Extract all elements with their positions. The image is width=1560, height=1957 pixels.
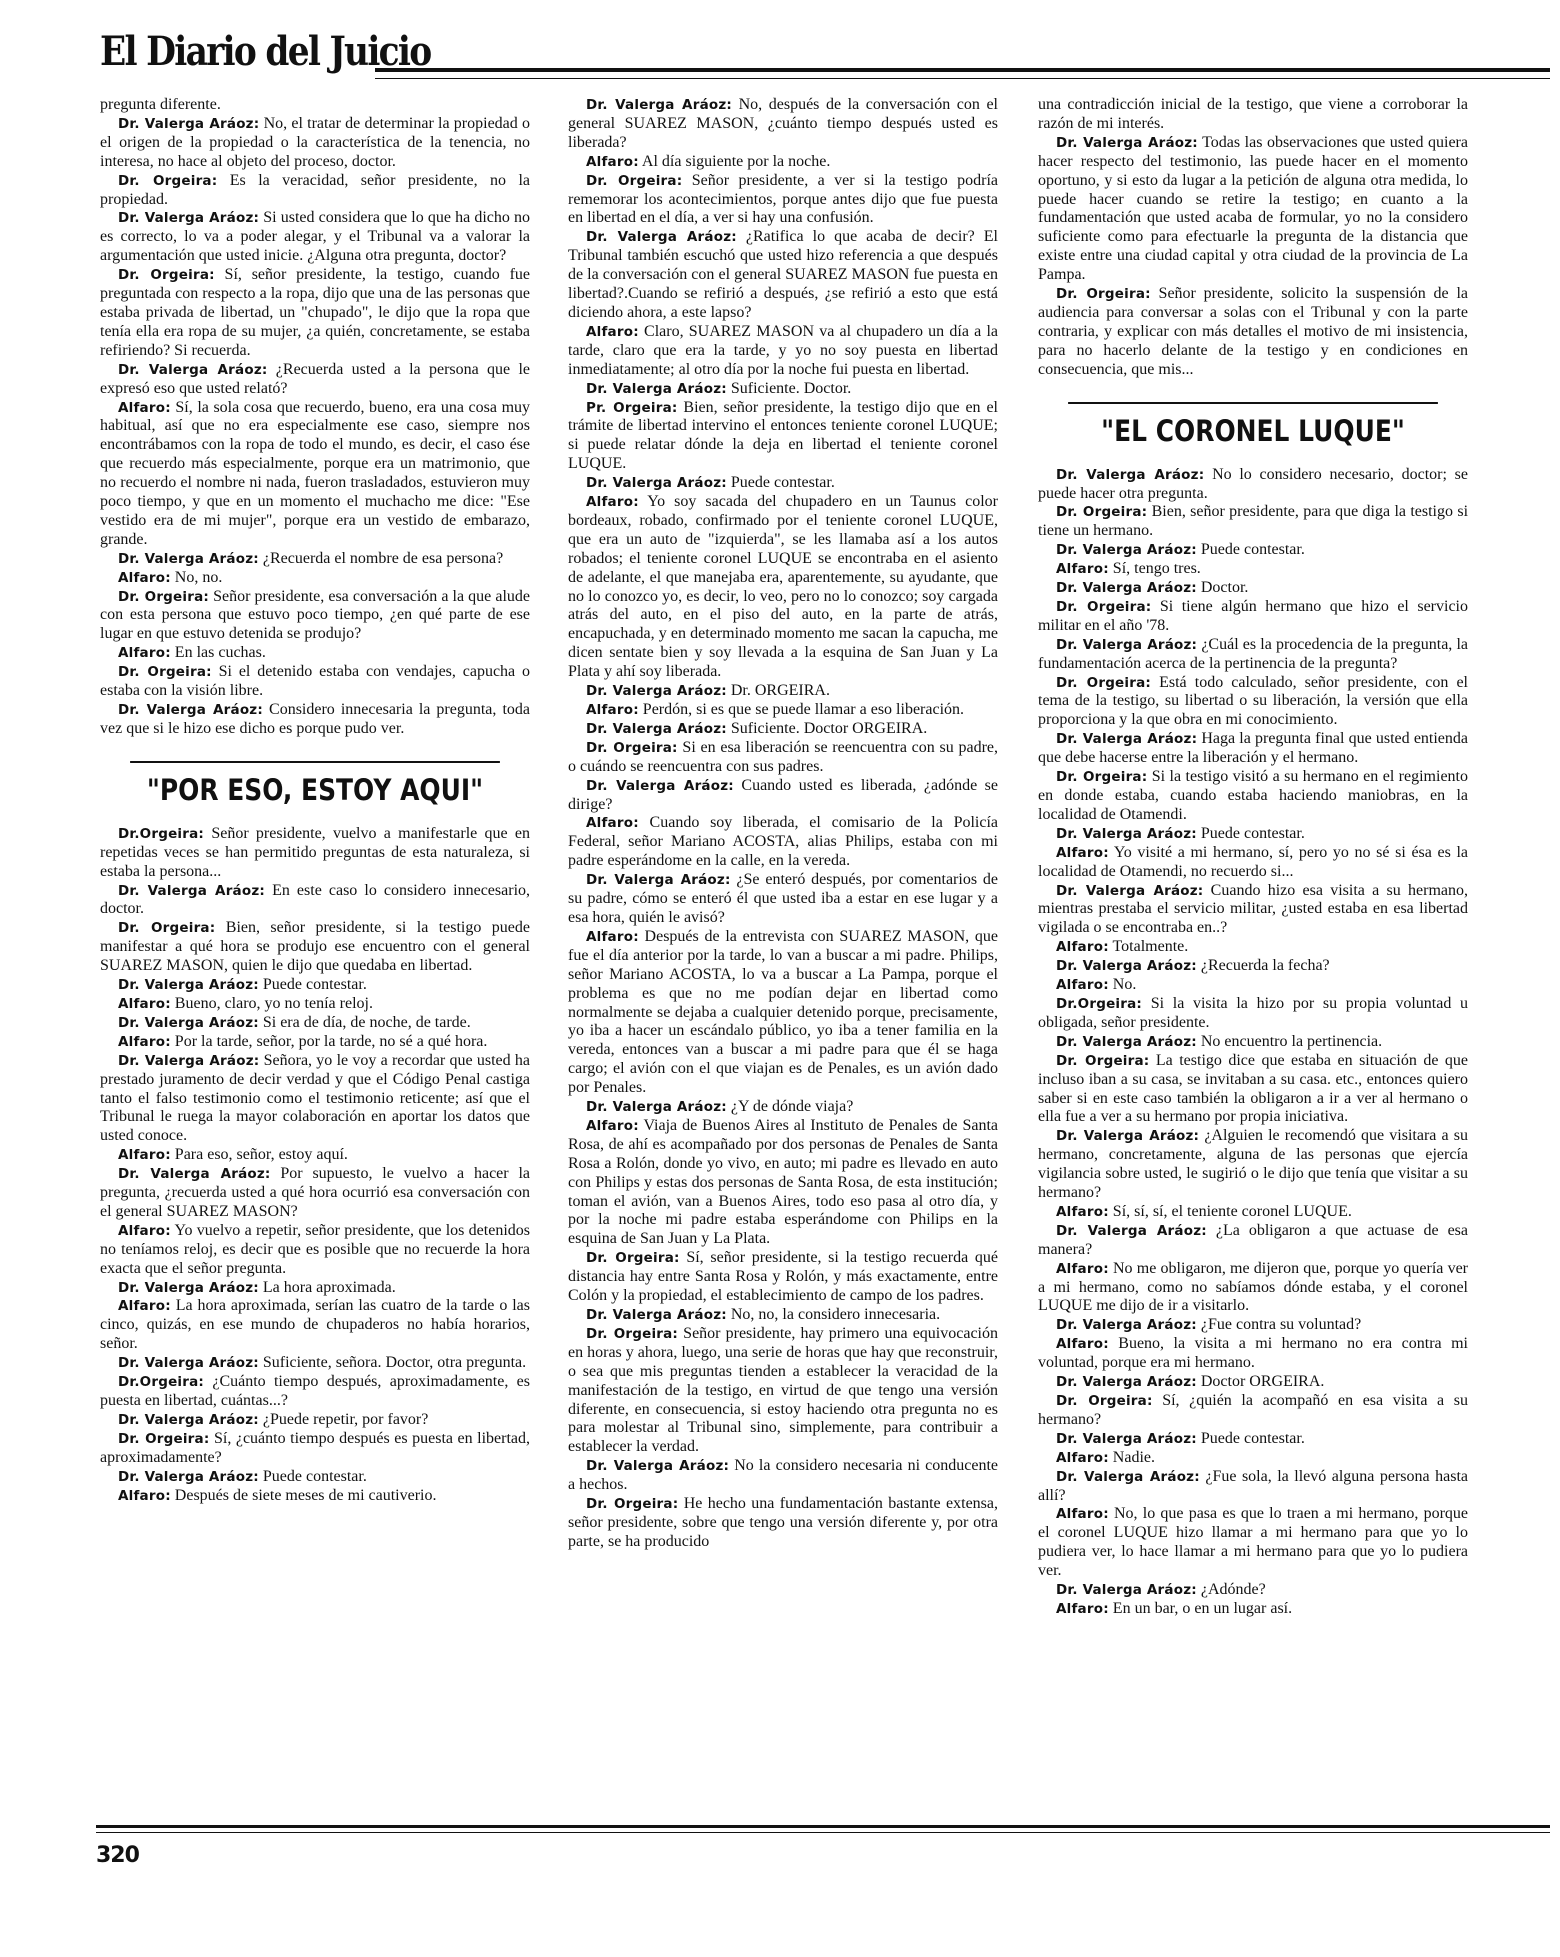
transcript-paragraph (1038, 285, 1468, 380)
speaker-label: Dr. Valerga Aráoz: (1056, 542, 1197, 559)
transcript-paragraph (568, 1495, 998, 1552)
paragraph-text: Puede contestar. (1200, 1429, 1305, 1447)
speaker-label: Dr. Valerga Aráoz: (118, 1279, 259, 1296)
paragraph-text: Por supuesto, le vuelvo a hacer la pregunta, ¿recuerda usted a qué hora ocurrió esa conversación con el general SUAREZ MASON? (100, 1165, 530, 1220)
paragraph-text: Yo soy sacada del chupadero en un Taunus color bordeaux, robado, confirmado por el teniente coronel LUQUE, que era un auto de "izquierda", se les llamaba así a los autos robados; el teniente coronel LUQUE se encontraba en el asiento de adelante, el que manejaba era, aparentemente, su ayudante, que no lo conozco yo, es decir, lo veo, pero no lo conozco; soy cargada atrás del auto, en el piso del auto, en la parte de atrás, encapuchada, y en determinado momento me sacan la capucha, me dicen sentate bien y soy llevada a la esquina de San Juan y La Plata y ahí soy liberada. (568, 493, 998, 681)
speaker-label: Dr. Valerga Aráoz: (1056, 958, 1197, 975)
transcript-paragraph (1038, 1600, 1468, 1619)
paragraph-text: ¿Alguien le recomendó que visitara a su hermano, concretamente, alguna de las personas que ejercía vigilancia sobre usted, le sugirió o le dijo que tenía que visitar a su hermano? (1038, 1127, 1469, 1202)
speaker-label: Dr. Valerga Aráoz: (118, 1014, 259, 1031)
paragraph-text: Sí, ¿cuánto tiempo después es puesta en libertad, aproximadamente? (100, 1429, 531, 1466)
paragraph-text: Suficiente, señora. Doctor, otra pregunta. (262, 1354, 527, 1372)
transcript-paragraph (1038, 1505, 1468, 1581)
transcript-paragraph (1038, 1449, 1468, 1468)
paragraph-text: No encuentro la pertinencia. (1200, 1032, 1383, 1050)
speaker-label: Dr. Valerga Aráoz: (1056, 466, 1205, 483)
transcript-paragraph (568, 720, 998, 739)
publication-title: El Diario del Juicio (100, 28, 431, 75)
paragraph-text: No lo considero necesario, doctor; se puede hacer otra pregunta. (1038, 465, 1468, 502)
transcript-paragraph (1038, 541, 1468, 560)
paragraph-text: Viaja de Buenos Aires al Instituto de Penales de Santa Rosa, de ahí es acompañado por dos personas de Penales de Santa Rosa a Rolón, donde yo vivo, en auto; mi padre es llevado en auto con Philips y estas dos personas de Santa Rosa, de esta institución; toman el avión, van a Buenos Aires, todo eso pasa al otro día, y por la noche mi padre estaba esperándome con Philips en la esquina de San Juan y La Plata. (568, 1116, 998, 1248)
transcript-paragraph (1038, 844, 1468, 882)
transcript-paragraph (1038, 560, 1468, 579)
speaker-label: Dr. Orgeira: (118, 588, 209, 605)
paragraph-text: Suficiente. Doctor. (730, 379, 852, 397)
speaker-label: Alfaro: (1056, 1600, 1109, 1617)
transcript-paragraph (568, 777, 998, 815)
transcript-paragraph (568, 228, 998, 323)
paragraph-text: No me obligaron, me dijeron que, porque yo quería ver a mi hermano, como no sabíamos dónde estaba, y el coronel LUQUE me dijo de ir a visitarlo. (1038, 1259, 1468, 1315)
transcript-paragraph (568, 1325, 998, 1457)
speaker-label: Dr. Valerga Aráoz: (118, 550, 259, 567)
paragraph-text: Nadie. (1112, 1448, 1155, 1466)
speaker-label: Alfaro: (118, 399, 171, 416)
transcript-paragraph (1038, 825, 1468, 844)
speaker-label: Alfaro: (1056, 1449, 1109, 1466)
text-column-1 (100, 96, 530, 1505)
speaker-label: Dr. Valerga Aráoz: (586, 777, 734, 794)
paragraph-text: Por la tarde, señor, por la tarde, no sé a qué hora. (174, 1032, 488, 1050)
speaker-label: Alfaro: (118, 1222, 171, 1239)
transcript-paragraph (568, 493, 998, 682)
speaker-label: Dr.Orgeira: (118, 1374, 205, 1391)
transcript-paragraph (100, 919, 530, 976)
transcript-paragraph (1038, 1127, 1468, 1203)
speaker-label: Dr. Valerga Aráoz: (1056, 636, 1198, 653)
paragraph-text: Después de siete meses de mi cautiverio. (174, 1486, 437, 1504)
paragraph-text: En este caso lo considero innecesario, doctor. (100, 881, 531, 918)
paragraph-text: Yo visité a mi hermano, sí, pero yo no sé si ésa es la localidad de Otamendi, no recuerdo si... (1038, 843, 1469, 880)
transcript-paragraph (100, 663, 530, 701)
transcript-paragraph (568, 739, 998, 777)
transcript-paragraph (568, 380, 998, 399)
transcript-paragraph (568, 172, 998, 229)
transcript-paragraph (568, 701, 998, 720)
paragraph-text: Cuando hizo esa visita a su hermano, mientras prestaba el servicio militar, ¿usted estaba en esa libertad vigilada o se encontraba en..? (1038, 881, 1469, 937)
paragraph-text: Sí, la sola cosa que recuerdo, bueno, era una cosa muy habitual, así que no era especialmente ese caso, siempre nos encontrábamos con la ropa de todo el mundo, es decir, el caso ése que recuerdo más especialmente, porque era un matrimonio, que no recuerdo el nombre ni nada, fueron trasladados, estuvieron muy poco tiempo, y que en un momento el muchacho me dice: "Ese vestido era de mi mujer", porque era un vestido de embarazo, grande. (100, 398, 531, 548)
speaker-label: Alfaro: (118, 1487, 171, 1504)
speaker-label: Dr. Orgeira: (586, 172, 683, 189)
transcript-paragraph (1038, 1260, 1468, 1317)
paragraph-text: Puede contestar. (730, 474, 835, 492)
speaker-label: Dr. Valerga Aráoz: (1056, 882, 1204, 899)
speaker-label: Dr. Valerga Aráoz: (586, 1307, 727, 1323)
speaker-label: Alfaro: (118, 995, 171, 1012)
masthead-rule-thin (375, 78, 1550, 79)
speaker-label: Dr. Valerga Aráoz: (1056, 1468, 1200, 1485)
paragraph-text: Si era de día, de noche, de tarde. (262, 1013, 471, 1031)
paragraph-text: En un bar, o en un lugar así. (1112, 1599, 1293, 1617)
paragraph-text: Totalmente. (1112, 938, 1189, 956)
speaker-label: Dr. Valerga Aráoz: (118, 115, 260, 132)
speaker-label: Dr. Orgeira: (118, 1430, 210, 1447)
transcript-paragraph (568, 1249, 998, 1306)
page-footer (96, 1825, 1550, 1885)
paragraph-text: Si en esa liberación se reencuentra con su padre, o cuándo se reencuentra con sus padres. (568, 738, 999, 775)
speaker-label: Dr. Orgeira: (1056, 1052, 1150, 1069)
paragraph-text: No, después de la conversación con el general SUAREZ MASON, ¿cuánto tiempo después usted es liberada? (568, 96, 999, 151)
section-heading: "POR ESO, ESTOY AQUI" (130, 761, 500, 807)
transcript-paragraph (1038, 636, 1468, 674)
paragraph-text: Si la testigo visitó a su hermano en el regimiento en donde estaba, cuando estaba haciendo maniobras, en la localidad de Otamendi. (1038, 768, 1468, 823)
speaker-label: Dr. Valerga Aráoz: (586, 872, 731, 889)
speaker-label: Dr. Valerga Aráoz: (118, 1166, 271, 1183)
transcript-paragraph (568, 153, 998, 172)
transcript-paragraph (568, 323, 998, 380)
paragraph-text: No la considero necesaria ni conducente a hechos. (568, 1457, 999, 1494)
paragraph-text: ¿Se enteró después, por comentarios de su padre, cómo se enteró él que usted iba a estar en ese lugar y a esa hora, quién le avisó? (568, 871, 999, 926)
transcript-paragraph (568, 399, 998, 475)
paragraph-text: ¿La obligaron a que actuase de esa manera? (1038, 1221, 1469, 1258)
masthead-rule (375, 68, 1550, 72)
paragraph-text: Bien, señor presidente, la testigo dijo que en el trámite de libertad intervino el entonces teniente coronel LUQUE; si puede relatar dónde la deja en libertad el teniente coronel LUQUE. (568, 398, 998, 473)
transcript-paragraph (100, 569, 530, 588)
paragraph-text: Dr. ORGEIRA. (730, 682, 830, 700)
speaker-label: Dr. Valerga Aráoz: (586, 475, 727, 492)
paragraph-text: La hora aproximada. (262, 1278, 396, 1296)
speaker-label: Dr. Orgeira: (586, 1325, 679, 1342)
paragraph-text: Cuando usted es liberada, ¿adónde se dirige? (568, 776, 999, 813)
speaker-label: Dr.Orgeira: (118, 825, 205, 842)
transcript-paragraph (100, 825, 530, 882)
transcript-paragraph (1038, 995, 1468, 1033)
speaker-label: Alfaro: (118, 1033, 171, 1050)
speaker-label: Dr. Valerga Aráoz: (1056, 1128, 1200, 1145)
speaker-label: Dr. Orgeira: (118, 267, 215, 284)
paragraph-text: Puede contestar. (1200, 824, 1305, 842)
paragraph-text: Señor presidente, solicito la suspensión de la audiencia para conversar a solas con el Tribunal y con la parte contraria, y explicar con más detalles el motivo de mi insistencia, para no hacerlo delante de la testigo y en condiciones en consecuencia, que mis... (1038, 285, 1469, 378)
transcript-paragraph (568, 96, 998, 153)
paragraph-text: Yo vuelvo a repetir, señor presidente, que los detenidos no teníamos reloj, es decir que es posible que no recuerde la hora exacta que el señor pregunta. (100, 1221, 531, 1277)
paragraph-text: ¿Recuerda la fecha? (1200, 957, 1330, 975)
speaker-label: Alfaro: (1056, 1506, 1109, 1523)
paragraph-text: Suficiente. Doctor ORGEIRA. (730, 719, 928, 737)
speaker-label: Alfaro: (1056, 1336, 1109, 1353)
speaker-label: Dr. Orgeira: (118, 664, 212, 681)
transcript-paragraph (100, 1222, 530, 1279)
speaker-label: Alfaro: (1056, 939, 1109, 956)
speaker-label: Dr. Orgeira: (1056, 598, 1152, 615)
transcript-paragraph (1038, 1033, 1468, 1052)
transcript-paragraph (100, 1430, 530, 1468)
paragraph-text: Considero innecesaria la pregunta, toda vez que si le hizo ese dicho es porque pudo ver. (100, 701, 531, 737)
paragraph-text: He hecho una fundamentación bastante extensa, señor presidente, sobre que tengo una versión diferente y, por otra parte, se ha producido (568, 1495, 999, 1550)
paragraph-text: No, lo que pasa es que lo traen a mi hermano, porque el coronel LUQUE hizo llamar a mi hermano para que yo lo pudiera ver, lo hace llamar a mi hermano para que yo lo pudiera ver. (1038, 1505, 1469, 1580)
paragraph-text: Puede contestar. (1200, 541, 1305, 559)
paragraph-text: Si el detenido estaba con vendajes, capucha o estaba con la visión libre. (100, 663, 531, 700)
transcript-paragraph (1038, 503, 1468, 541)
paragraph-text: ¿Cuál es la procedencia de la pregunta, la fundamentación acerca de la pertinencia de la pregunta? (1038, 635, 1468, 672)
paragraph-text: una contradicción inicial de la testigo, que viene a corroborar la razón de mi interés. (1038, 96, 1468, 132)
speaker-label: Dr. Valerga Aráoz: (586, 380, 727, 397)
transcript-paragraph (100, 995, 530, 1014)
speaker-label: Dr. Valerga Aráoz: (586, 683, 727, 700)
transcript-paragraph (1038, 1373, 1468, 1392)
speaker-label: Dr. Valerga Aráoz: (1056, 1222, 1207, 1239)
speaker-label: Dr. Valerga Aráoz: (118, 1468, 259, 1485)
transcript-paragraph (100, 209, 530, 266)
masthead (100, 28, 1550, 88)
speaker-label: Dr. Orgeira: (586, 1250, 680, 1267)
paragraph-text: Señora, yo le voy a recordar que usted ha prestado juramento de decir verdad y que el Código Penal castiga tanto el falso testimonio como el testimonio reticente; así que el Tribunal le ruega la mayor colaboración en aportar los datos que usted conoce. (100, 1051, 531, 1145)
speaker-label: Alfaro: (1056, 1260, 1109, 1277)
transcript-paragraph (100, 1052, 530, 1147)
transcript-paragraph (100, 644, 530, 663)
transcript-paragraph (1038, 957, 1468, 976)
paragraph-text: ¿Recuerda el nombre de esa persona? (262, 549, 504, 567)
transcript-paragraph (1038, 938, 1468, 957)
paragraph-text: Al día siguiente por la noche. (641, 152, 831, 170)
speaker-label: Dr. Valerga Aráoz: (118, 361, 268, 378)
transcript-paragraph (100, 1165, 530, 1222)
transcript-paragraph (100, 588, 530, 645)
transcript-paragraph (100, 115, 530, 172)
speaker-label: Alfaro: (586, 323, 639, 340)
transcript-paragraph (1038, 1203, 1468, 1222)
speaker-label: Dr. Valerga Aráoz: (586, 97, 733, 113)
speaker-label: Dr. Valerga Aráoz: (586, 1458, 730, 1475)
paragraph-text: pregunta diferente. (100, 96, 221, 113)
paragraph-text: Señor presidente, a ver si la testigo podría rememorar los acontecimientos, porque antes dijo que fue puesta en libertad en el día, a ver si hay una confusión. (568, 171, 998, 227)
transcript-paragraph (100, 361, 530, 399)
speaker-label: Dr. Orgeira: (1056, 504, 1148, 521)
speaker-label: Dr. Valerga Aráoz: (1056, 134, 1198, 151)
speaker-label: Dr. Orgeira: (118, 920, 216, 937)
speaker-label: Dr. Valerga Aráoz: (1056, 825, 1197, 842)
paragraph-text: No, no, la considero innecesaria. (730, 1306, 941, 1323)
transcript-paragraph (100, 1279, 530, 1298)
paragraph-text: ¿Recuerda usted a la persona que le expresó eso que usted relató? (100, 360, 530, 397)
text-column-3 (1038, 96, 1468, 1619)
paragraph-text: La testigo dice que estaba en situación de que incluso iban a su casa, se invitaban a su casa. etc., entonces quiero saber si en este caso también la obligaron a ir a ver al hermano o ella fue a ver a su hermano por propia iniciativa. (1038, 1051, 1468, 1126)
paragraph-text: Sí, sí, sí, el teniente coronel LUQUE. (1112, 1202, 1352, 1220)
speaker-label: Dr. Valerga Aráoz: (1056, 1582, 1197, 1599)
transcript-paragraph (568, 682, 998, 701)
speaker-label: Alfaro: (118, 645, 171, 662)
speaker-label: Dr. Valerga Aráoz: (1056, 1033, 1197, 1050)
speaker-label: Dr. Valerga Aráoz: (1056, 580, 1197, 597)
speaker-label: Alfaro: (118, 1298, 171, 1315)
transcript-paragraph (568, 1098, 998, 1117)
transcript-paragraph (100, 266, 530, 361)
transcript-paragraph (100, 1354, 530, 1373)
speaker-label: Dr. Orgeira: (586, 739, 678, 756)
speaker-label: Dr. Valerga Aráoz: (118, 882, 265, 899)
speaker-label: Dr. Orgeira: (586, 1496, 679, 1513)
transcript-paragraph (1038, 96, 1468, 134)
speaker-label: Dr. Valerga Aráoz: (1056, 731, 1198, 748)
paragraph-text: Puede contestar. (262, 1467, 367, 1485)
speaker-label: Alfaro: (118, 1147, 171, 1164)
transcript-paragraph (1038, 134, 1468, 285)
speaker-label: Pr. Orgeira: (586, 399, 678, 416)
paragraph-text: Señor presidente, esa conversación a la que alude con esta persona que estuvo poco tiempo, ¿en qué parte de ese lugar en que estuvo detenida se produjo? (100, 587, 531, 643)
paragraph-text: Sí, señor presidente, si la testigo recuerda qué distancia hay entre Santa Rosa y Rolón, y más exactamente, entre Colón y la propiedad, el establecimiento de campo de los padres. (568, 1249, 999, 1305)
transcript-paragraph (1038, 768, 1468, 825)
speaker-label: Alfaro: (586, 153, 639, 170)
transcript-paragraph (1038, 882, 1468, 939)
transcript-paragraph (1038, 730, 1468, 768)
speaker-label: Dr. Orgeira: (118, 172, 218, 189)
paragraph-text: Es la veracidad, señor presidente, no la propiedad. (100, 171, 531, 208)
speaker-label: Alfaro: (586, 815, 639, 832)
paragraph-text: Puede contestar. (262, 976, 367, 994)
paragraph-text: Señor presidente, hay primero una equivocación en horas y ahora, luego, una serie de horas que hay que reconstruir, o sea que mis preguntas tienden a establecer la veracidad de la manifestación de la testigo, en virtud de que tengo una versión diferente, en consecuencia, si estoy haciendo otra pregunta no es para molestar al Tribunal sino, simplemente, para contribuir a establecer la verdad. (568, 1324, 999, 1456)
paragraph-text: Si tiene algún hermano que hizo el servicio militar en el año '78. (1038, 597, 1468, 634)
transcript-paragraph (1038, 579, 1468, 598)
footer-rule-thin (96, 1832, 1550, 1833)
paragraph-text: Haga la pregunta final que usted entienda que debe hacerse entre la liberación y el hermano. (1038, 730, 1469, 767)
transcript-paragraph (100, 1033, 530, 1052)
paragraph-text: Está todo calculado, señor presidente, con el tema de la testigo, su libertad o su liberación, la versión que ella proporciona y la que obra en mi conocimiento. (1038, 673, 1469, 729)
footer-rule (96, 1825, 1550, 1828)
transcript-paragraph (1038, 466, 1468, 504)
paragraph-text: Bien, señor presidente, si la testigo puede manifestar a qué hora se produjo ese encuentro con el general SUAREZ MASON, quien le dijo que quedaba en libertad. (100, 919, 530, 975)
speaker-label: Dr. Valerga Aráoz: (118, 1355, 259, 1372)
paragraph-text: Cuando soy liberada, el comisario de la Policía Federal, señor Mariano ACOSTA, alias Philips, estaba con mi padre esperándome en la calle, en la vereda. (568, 814, 999, 870)
transcript-paragraph (100, 1014, 530, 1033)
speaker-label: Dr. Valerga Aráoz: (586, 720, 727, 737)
speaker-label: Dr.Orgeira: (1056, 995, 1143, 1012)
speaker-label: Dr. Valerga Aráoz: (586, 229, 737, 246)
transcript-paragraph (100, 701, 530, 739)
transcript-paragraph (568, 871, 998, 928)
transcript-paragraph (100, 399, 530, 550)
transcript-paragraph (1038, 976, 1468, 995)
speaker-label: Dr. Valerga Aráoz: (1056, 1374, 1197, 1391)
paragraph-text: En las cuchas. (174, 644, 266, 662)
transcript-paragraph (100, 1373, 530, 1411)
speaker-label: Alfaro: (586, 928, 639, 945)
paragraph-text: No, no. (174, 568, 223, 586)
speaker-label: Alfaro: (1056, 1203, 1109, 1220)
transcript-paragraph (100, 172, 530, 210)
paragraph-text: Doctor ORGEIRA. (1200, 1373, 1325, 1391)
paragraph-text: Claro, SUAREZ MASON va al chupadero un día a la tarde, claro que era la tarde, y yo no soy puesta en libertad inmediatamente; al otro día por la noche fui puesta en libertad. (568, 322, 998, 378)
paragraph-text: Para eso, señor, estoy aquí. (174, 1146, 348, 1164)
page-number: 320 (96, 1843, 139, 1868)
paragraph-text: ¿Puede repetir, por favor? (262, 1410, 429, 1428)
transcript-paragraph (568, 1457, 998, 1495)
speaker-label: Alfaro: (1056, 844, 1109, 861)
speaker-label: Alfaro: (118, 569, 171, 586)
speaker-label: Alfaro: (1056, 561, 1109, 578)
transcript-paragraph (568, 1306, 998, 1325)
speaker-label: Alfaro: (1056, 977, 1109, 994)
speaker-label: Dr. Valerga Aráoz: (118, 210, 260, 227)
paragraph-text: ¿Y de dónde viaja? (730, 1098, 854, 1116)
paragraph-text: La hora aproximada, serían las cuatro de la tarde o las cinco, quizás, en ese mundo de chupaderos no había horarios, señor. (100, 1297, 531, 1353)
transcript-paragraph (100, 1297, 530, 1354)
paragraph-text: Doctor. (1200, 579, 1249, 597)
transcript-paragraph (1038, 1468, 1468, 1506)
transcript-paragraph (1038, 1052, 1468, 1128)
speaker-label: Dr. Orgeira: (1056, 286, 1151, 303)
transcript-paragraph (100, 976, 530, 995)
speaker-label: Dr. Valerga Aráoz: (1056, 1430, 1197, 1447)
transcript-paragraph (1038, 1335, 1468, 1373)
paragraph-text: Todas las observaciones que usted quiera hacer respecto del testimonio, las puede hacer en el momento oportuno, y si esto da lugar a la petición de alguna otra medida, lo puede hacer cuando se retire la testigo; en cuanto a la fundamentación que usted acaba de formular, yo no la considero suficiente como para efectuarle la pregunta de la distancia que existe entre una ciudad capital y otra ciudad de la provincia de La Pampa. (1038, 133, 1468, 284)
text-column-2 (568, 96, 998, 1552)
speaker-label: Dr. Orgeira: (1056, 769, 1148, 786)
paragraph-text: Perdón, si es que se puede llamar a eso liberación. (642, 701, 965, 718)
transcript-paragraph (1038, 598, 1468, 636)
transcript-paragraph (568, 1117, 998, 1249)
transcript-paragraph (100, 550, 530, 569)
speaker-label: Dr. Orgeira: (1056, 674, 1152, 691)
speaker-label: Dr. Valerga Aráoz: (118, 1052, 260, 1069)
transcript-paragraph (1038, 1222, 1468, 1260)
speaker-label: Dr. Valerga Aráoz: (1056, 1317, 1197, 1334)
transcript-paragraph (568, 814, 998, 871)
paragraph-text: No, el tratar de determinar la propiedad o el origen de la propiedad o la característica de la tenencia, no interesa, no hace al objeto del proceso, doctor. (100, 114, 531, 170)
speaker-label: Dr. Orgeira: (1056, 1393, 1153, 1409)
speaker-label: Dr. Valerga Aráoz: (118, 702, 263, 718)
speaker-label: Dr. Valerga Aráoz: (118, 1411, 259, 1428)
paragraph-text: Señor presidente, vuelvo a manifestarle que en repetidas veces se han permitido preguntas de esta naturaleza, si estaba la persona... (100, 824, 531, 880)
transcript-paragraph (100, 1468, 530, 1487)
transcript-paragraph (100, 1411, 530, 1430)
transcript-paragraph (100, 1146, 530, 1165)
paragraph-text: Sí, señor presidente, la testigo, cuando fue preguntada con respecto a la ropa, dijo que una de las personas que estaba privada de libertad, un "chupado", le dijo que la ropa que tenía ella era ropa de su mujer, ¿a quién, concretamente, se estaba refiriendo? Si recuerda. (100, 266, 531, 359)
paragraph-text: Sí, tengo tres. (1112, 560, 1201, 578)
paragraph-text: ¿Fue contra su voluntad? (1200, 1316, 1362, 1334)
transcript-paragraph (1038, 1581, 1468, 1600)
transcript-paragraph (1038, 674, 1468, 731)
paragraph-text: Bien, señor presidente, para que diga la testigo si tiene un hermano. (1038, 503, 1469, 540)
transcript-paragraph (568, 474, 998, 493)
speaker-label: Dr. Valerga Aráoz: (586, 1099, 727, 1116)
transcript-paragraph (568, 928, 998, 1098)
paragraph-text: Sí, ¿quién la acompañó en esa visita a su hermano? (1038, 1392, 1469, 1428)
section-heading: "EL CORONEL LUQUE" (1068, 402, 1438, 448)
transcript-paragraph (1038, 1430, 1468, 1449)
transcript-paragraph (100, 96, 530, 115)
transcript-paragraph (100, 882, 530, 920)
speaker-label: Alfaro: (586, 702, 639, 718)
paragraph-text: Bueno, claro, yo no tenía reloj. (174, 994, 373, 1012)
speaker-label: Alfaro: (586, 494, 639, 511)
transcript-paragraph (1038, 1392, 1468, 1430)
transcript-paragraph (1038, 1316, 1468, 1335)
paragraph-text: No. (1112, 976, 1137, 994)
paragraph-text: ¿Adónde? (1200, 1581, 1266, 1599)
paragraph-text: ¿Cuánto tiempo después, aproximadamente, es puesta en libertad, cuántas...? (100, 1373, 531, 1409)
paragraph-text: Después de la entrevista con SUAREZ MASON, que fue el día anterior por la tarde, lo van a buscar a mi padre. Philips, señor Mariano ACOSTA, lo va a buscar a La Pampa, porque el problema es que no me podían dejar en libertad como normalmente se dejaba a cualquier detenido porque, precisamente, yo iba a hacer un escándalo público, yo iba a tener familia en la vereda, entonces van a buscar a mi padre para que él se haga cargo; el avión con el que viajan es de Penales, es un avión dado por Penales. (568, 927, 999, 1097)
paragraph-text: Si usted considera que lo que ha dicho no es correcto, lo va a poder alegar, y el Tribunal va a valorar la argumentación que usted inicie. ¿Alguna otra pregunta, doctor? (100, 209, 531, 265)
paragraph-text: ¿Fue sola, la llevó alguna persona hasta allí? (1038, 1467, 1468, 1504)
paragraph-text: Si la visita la hizo por su propia voluntad u obligada, señor presidente. (1038, 994, 1469, 1031)
transcript-paragraph (100, 1487, 530, 1506)
speaker-label: Alfaro: (586, 1117, 639, 1134)
paragraph-text: ¿Ratifica lo que acaba de decir? El Tribunal también escuchó que usted hizo referencia a que después de la conversación con el general SUAREZ MASON fue puesta en libertad?.Cuando se refirió a después, ¿se refirió a esto que está diciendo ahora, a este lapso? (568, 228, 999, 321)
paragraph-text: Bueno, la visita a mi hermano no era contra mi voluntad, porque era mi hermano. (1038, 1335, 1468, 1372)
speaker-label: Dr. Valerga Aráoz: (118, 977, 259, 994)
